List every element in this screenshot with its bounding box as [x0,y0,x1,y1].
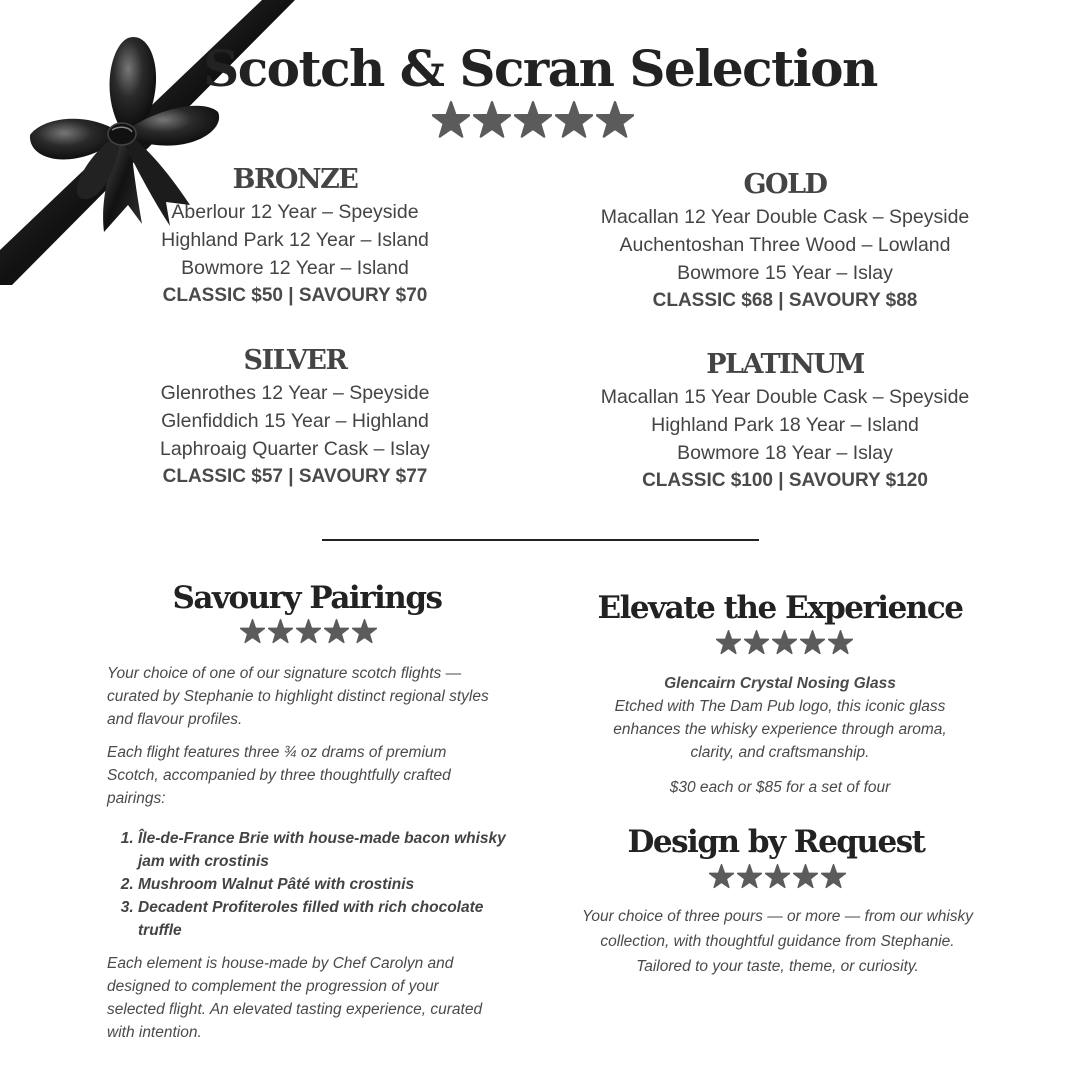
star-icon [800,630,825,655]
tier-item: Highland Park 18 Year – Island [651,414,919,436]
tier-price: CLASSIC $57 | SAVOURY $77 [162,466,428,487]
section-divider [322,539,759,541]
savoury-intro: Your choice of one of our signature scotch flights — curated by Stephanie to highlight distinct regional styles and flavour profiles. [107,665,489,728]
savoury-outro: Each element is house-made by Chef Carolyn and designed to complement the progression of your selected flight. An elevated tasting experience, curated with intention. [107,955,483,1041]
savoury-features: Each flight features three ¾ oz drams of premium Scotch, accompanied by three thoughtfully crafted pairings: [107,744,451,807]
design-description: Your choice of three pours — or more — from our whisky collection, with thoughtful guidance from Stephanie. Tailored to your taste, theme, or curiosity. [581,908,974,975]
star-icon [324,619,349,644]
tier-item: Bowmore 12 Year – Island [181,257,409,279]
tier-name: GOLD [743,169,827,200]
star-icon [744,630,769,655]
elevate-product: Glencairn Crystal Nosing Glass [664,675,896,692]
star-icon [716,630,741,655]
tier-item: Macallan 15 Year Double Cask – Speyside [600,386,970,408]
star-icon [352,619,377,644]
elevate-title: Elevate the Experience [597,590,963,626]
design-stars [709,864,846,889]
savoury-title: Savoury Pairings [172,580,442,616]
elevate-price: $30 each or $85 for a set of four [669,779,891,796]
tier-item: Highland Park 12 Year – Island [161,229,429,251]
tier-silver [135,343,455,491]
tier-item: Bowmore 15 Year – Islay [677,262,893,284]
tier-platinum [575,347,995,495]
star-icon [821,864,846,889]
pairings-list [120,827,528,942]
tier-bronze [135,162,455,310]
savoury-stars [240,619,377,644]
tier-price: CLASSIC $68 | SAVOURY $88 [652,290,918,311]
star-icon [772,630,797,655]
tier-item: Laphroaig Quarter Cask – Islay [160,438,430,460]
tier-item: Aberlour 12 Year – Speyside [171,201,419,223]
tier-name: BRONZE [232,164,358,195]
tier-item: Glenfiddich 15 Year – Highland [161,410,429,432]
elevate-stars [716,630,853,655]
star-icon [765,864,790,889]
star-icon [555,101,593,139]
tier-item: Bowmore 18 Year – Islay [677,442,893,464]
pairing-item: 3. Decadent Profiteroles filled with rich chocolate truffle [138,896,528,942]
tier-item: Macallan 12 Year Double Cask – Speyside [600,206,970,228]
star-icon [737,864,762,889]
design-title: Design by Request [627,824,925,860]
star-icon [828,630,853,655]
pairing-item: 2. Mushroom Walnut Pâté with crostinis [138,873,528,896]
tier-item: Auchentoshan Three Wood – Lowland [619,234,951,256]
tier-item: Glenrothes 12 Year – Speyside [160,382,430,404]
star-icon [793,864,818,889]
pairing-item: 1. Île-de-France Brie with house-made bacon whisky jam with crostinis [138,827,528,873]
star-icon [709,864,734,889]
star-icon [432,101,470,139]
elevate-description: Etched with The Dam Pub logo, this iconic glass enhances the whisky experience through aroma, clarity, and craftsmanship. [613,698,947,761]
star-icon [596,101,634,139]
star-icon [268,619,293,644]
star-icon [473,101,511,139]
tier-name: SILVER [243,345,347,376]
tier-price: CLASSIC $50 | SAVOURY $70 [162,285,428,306]
title-stars [432,101,634,139]
star-icon [514,101,552,139]
star-icon [296,619,321,644]
star-icon [240,619,265,644]
page-title: Scotch & Scran Selection [203,39,877,98]
tier-gold [575,167,995,315]
tier-name: PLATINUM [706,349,864,380]
tier-price: CLASSIC $100 | SAVOURY $120 [642,470,928,491]
